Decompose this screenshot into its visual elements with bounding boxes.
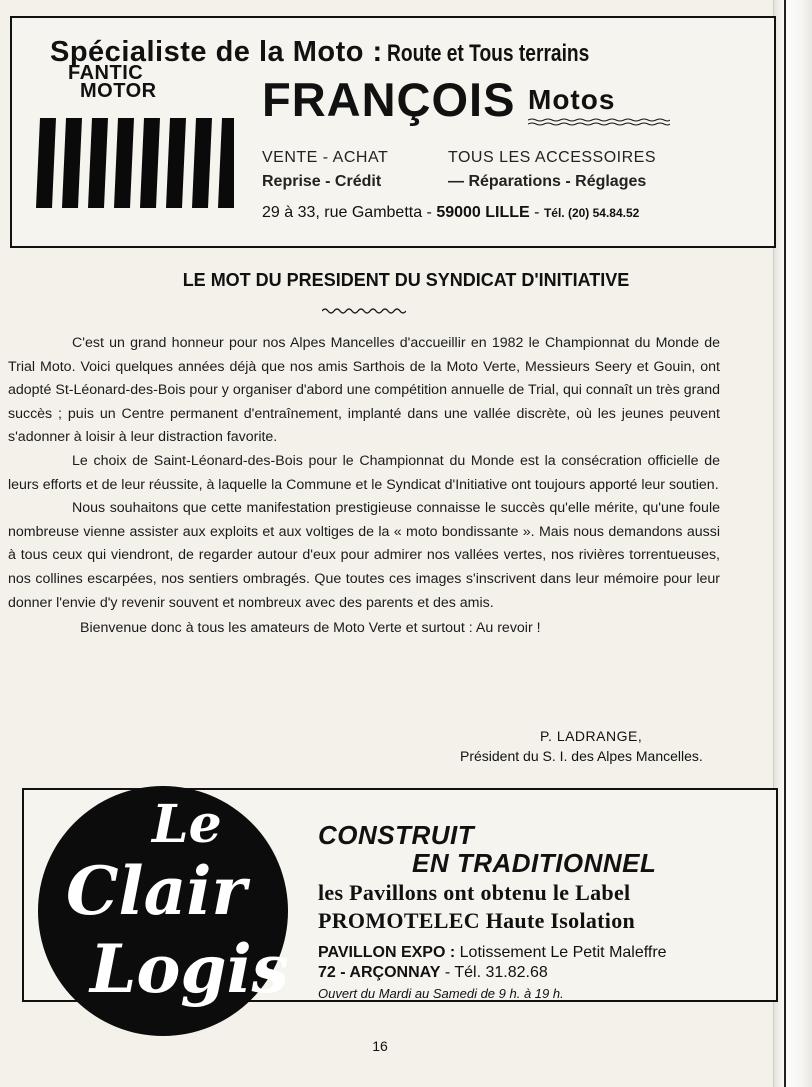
- fantic-motor-logo: [68, 64, 216, 100]
- shop-suffix: Motos: [528, 84, 616, 115]
- article-title: LE MOT DU PRESIDENT DU SYNDICAT D'INITIATIVE: [182, 270, 630, 290]
- article-paragraph: Nous souhaitons que cette manifestation prestigieuse connaisse le succès qu'elle mérite, qu'une foule nombreuse vienne assister aux exploits et aux voltiges de la « moto bondissante ». Mais nous demandons aussi à tous ceux qui viendront, de regarder autour d'eux pour admirer nos vallées vertes, nos rivières torrentueuses, nos collines escarpées, nos sentiers ombragés. Que toutes ces images s'inscrivent dans leur mémoire pour leur donner l'envie d'y revenir souvent et nombreux avec des parents et des amis.: [8, 500, 720, 611]
- address-phone: Tél. (20) 54.84.52: [543, 206, 640, 220]
- reparations-reglages: — Réparations - Réglages: [448, 173, 647, 190]
- logo-text-clair: Clair: [66, 852, 247, 930]
- signature-title: Président du S. I. des Alpes Mancelles.: [460, 748, 703, 764]
- brand-line-2: MOTOR: [80, 80, 157, 102]
- services-right: [448, 146, 656, 194]
- label-line-1: les Pavillons ont obtenu le Label: [318, 880, 631, 905]
- expo-city-line: [318, 964, 548, 982]
- brand-line-1: FANTIC: [68, 62, 144, 84]
- title-squiggle-ornament: [322, 306, 406, 316]
- expo-phone: - Tél. 31.82.68: [444, 964, 548, 981]
- expo-city: 72 - ARÇONNAY: [318, 964, 441, 981]
- article-paragraph: C'est un grand honneur pour nos Alpes Mancelles d'accueillir en 1982 le Championnat du Monde de Trial Moto. Voici quelques années déjà que nos amis Sarthois de la Moto Verte, Messieurs Seery et Gouin, ont adopté St-Léonard-des-Bois pour y organiser d'abord une compétition annuelle de Trial, qui connaît un très grand succès ; puis un Centre permanent d'entraînement, implanté dans une vallée discrète, où les jeunes peuvent s'adonner à loisir à leur distraction favorite.: [8, 335, 720, 446]
- vente-achat: VENTE - ACHAT: [262, 149, 389, 166]
- address-street: 29 à 33, rue Gambetta -: [262, 204, 432, 221]
- article-farewell: Bienvenue donc à tous les amateurs de Moto Verte et surtout : Au revoir !: [80, 620, 541, 637]
- shop-address: [262, 204, 639, 222]
- services-left: [262, 146, 388, 194]
- expo-address: [318, 944, 667, 962]
- facing-page-edge: [773, 0, 812, 1087]
- address-city: 59000 LILLE: [436, 204, 530, 221]
- label-line-2: PROMOTELEC Haute Isolation: [318, 908, 636, 933]
- ad-heading-traditionnel: EN TRADITIONNEL: [412, 848, 657, 878]
- fantic-stripes-graphic: [36, 118, 234, 208]
- expo-place: Lotissement Le Petit Maleffre: [459, 944, 667, 961]
- article-paragraph: Le choix de Saint-Léonard-des-Bois pour le Championnat du Monde est la consécration officielle de leurs efforts et de leur réussite, à laquelle la Commune et le Syndicat d'Initiative ont toujours apporté leur soutien.: [8, 452, 720, 493]
- ad-headline-bold: Spécialiste de la Moto :: [50, 36, 383, 68]
- expo-label: PAVILLON EXPO :: [318, 944, 456, 961]
- logo-text-le: Le: [152, 794, 222, 855]
- page-number: 16: [372, 1038, 388, 1054]
- reprise-credit: Reprise - Crédit: [262, 173, 382, 190]
- signature-name: P. LADRANGE,: [540, 728, 643, 744]
- logo-text-logis: Logis: [90, 930, 289, 1008]
- opening-hours: Ouvert du Mardi au Samedi de 9 h. à 19 h.: [318, 986, 564, 1001]
- address-separator: -: [534, 204, 540, 221]
- shop-name: FRANÇOIS: [262, 73, 516, 126]
- accessoires: TOUS LES ACCESSOIRES: [448, 149, 656, 166]
- article-body: [8, 332, 720, 641]
- ad-headline-light: Route et Tous terrains: [387, 40, 590, 67]
- ad-heading-construit: CONSTRUIT: [318, 820, 475, 850]
- decorative-wave-lines: [528, 118, 670, 128]
